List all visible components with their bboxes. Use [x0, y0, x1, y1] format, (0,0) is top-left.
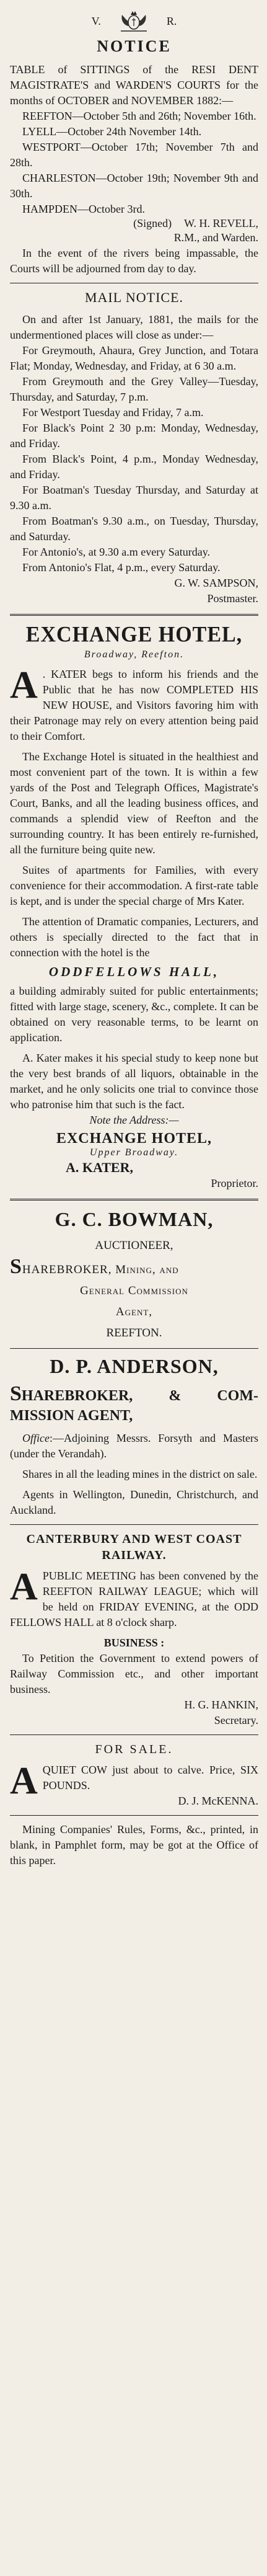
hotel-subtitle: Broadway, Reefton. [84, 649, 185, 660]
sitting-item-lyell: LYELL—October 24th November 14th. [22, 125, 202, 138]
hotel-para-3: Suites of apartments for Families, with every convenience for their accommodation. A first-rate table is kept, and is under the special charge of Mrs Kater. [10, 864, 258, 907]
sale-dropcap: A [10, 1760, 38, 1802]
bowman-line-5: REEFTON. [106, 1326, 162, 1339]
railway-heading: CANTERBURY AND WEST COAST RAILWAY. [26, 1532, 242, 1562]
notice-heading: NOTICE [97, 37, 172, 55]
divider [10, 614, 258, 616]
bowman-name: G. C. BOWMAN, [55, 1208, 214, 1230]
royal-crest [10, 9, 258, 33]
bowman-line-4: Agent, [115, 1305, 153, 1318]
hotel-title: EXCHANGE HOTEL, [25, 623, 243, 647]
railway-signed-name: H. G. HANKIN, [184, 1699, 258, 1711]
crest-left-letter: V. [91, 14, 101, 27]
divider [10, 1199, 258, 1201]
railway-dropcap: A [10, 1566, 38, 1608]
mail-item: For Greymouth, Ahaura, Grey Junction, and Totara Flat; Monday, Wednesday, and Friday, at 6 30 a.m. [10, 344, 258, 372]
divider [10, 1734, 258, 1735]
bowman-line-1: AUCTIONEER, [95, 1239, 173, 1252]
bowman-line-3: General Commission [80, 1284, 188, 1297]
proprietor [10, 1160, 258, 1176]
sitting-item-reefton: REEFTON—October 5th and 26th; November 16th. [22, 110, 256, 122]
railway-para-1: A PUBLIC MEETING has been convened by the REEFTON RAILWAY LEAGUE; which will be held on FRIDAY EVENING, at the ODD FELLOWS HALL at 8 o'clock sharp. [10, 1566, 258, 1628]
railway-signed-title: Secretary. [214, 1714, 258, 1726]
hotel-dropcap: A [10, 664, 38, 706]
proprietor-name: A. KATER, [66, 1160, 133, 1175]
mail-item: For Antonio's, at 9.30 a.m every Saturday. [22, 546, 211, 558]
sitting-item-westport: WESTPORT—October 17th; November 7th and 28th. [10, 141, 258, 169]
divider [10, 1348, 258, 1349]
sitting-item-charleston: CHARLESTON—October 19th; November 9th and 30th. [10, 172, 258, 200]
mail-item: For Black's Point 2 30 p.m: Monday, Wednesday, and Friday. [10, 422, 258, 450]
hall-heading: ODDFELLOWS HALL, [48, 964, 220, 979]
note-address: Note the Address:— [89, 1114, 179, 1126]
mail-item: From Black's Point, 4 p.m., Monday Wednesday, and Friday. [10, 453, 258, 481]
mail-signed-name: G. W. SAMPSON, [174, 577, 258, 589]
hotel-title-2: EXCHANGE HOTEL, [56, 1130, 212, 1147]
divider [10, 1524, 258, 1525]
mail-item: From Greymouth and the Grey Valley—Tuesday, Thursday, and Saturday, 7 p.m. [10, 375, 258, 403]
royal-arms-icon [112, 9, 155, 33]
mail-item: From Boatman's 9.30 a.m., on Tuesday, Thursday, and Saturday. [10, 515, 258, 543]
business-label: BUSINESS : [103, 1637, 165, 1649]
notice-signature [10, 217, 258, 230]
anderson-office: Office:—Adjoining Messrs. Forsyth and Masters (under the Verandah). [10, 1432, 258, 1460]
bowman-line-2: SHAREBROKER, Mining, and [10, 1255, 179, 1278]
notice-intro: TABLE of SITTINGS of the RESI DENT MAGISTRATE'S and WARDEN'S COURTS for the months of OCTOBER and NOVEMBER 1882:— [10, 63, 258, 107]
mail-signed-title: Postmaster. [207, 592, 258, 605]
sale-signed: D. J. McKENNA. [178, 1795, 258, 1807]
signed-label: (Signed) [133, 217, 172, 229]
pamphlet-notice: Mining Companies' Rules, Forms, &c., printed, in blank, in Pamphlet form, may be got at the Office of this paper. [10, 1823, 258, 1867]
anderson-line-1: SHAREBROKER, & COM- MISSION AGENT, [10, 1382, 258, 1424]
proprietor-label: Proprietor. [211, 1177, 258, 1189]
sale-heading: FOR SALE. [95, 1743, 173, 1756]
mail-heading: MAIL NOTICE. [84, 290, 184, 305]
hotel-para-5: a building admirably suited for public entertainments; fitted with large stage, scenery, &c., complete. It can be obtained on very reasonable terms, to be learnt on application. [10, 985, 258, 1044]
mail-item: For Boatman's Tuesday Thursday, and Saturday at 9.30 a.m. [10, 484, 258, 512]
notice-footer: In the event of the rivers being impassable, the Courts will be adjourned from day to day. [10, 247, 258, 275]
anderson-name: D. P. ANDERSON, [50, 1355, 219, 1377]
signed-title: R.M., and Warden. [173, 231, 258, 244]
hotel-para-6: A. Kater makes it his special study to keep none but the very best brands of all liquors, obtainable in the market, and he only solicits one trial to convince those who patronise him that such is the fact. [10, 1052, 258, 1111]
hotel-para-4: The attention of Dramatic companies, Lecturers, and others is specially directed to the fact that in connection with the hotel is the [10, 915, 258, 959]
hotel-para-1: A . KATER begs to inform his friends and the Public that he has now COMPLETED HIS NEW HOUSE, and Visitors favoring him with their Patronage may rely on every attention being paid to their Comfort. [10, 664, 258, 742]
hotel-subtitle-2: Upper Broadway. [89, 1147, 179, 1158]
business-text: To Petition the Government to extend powers of Railway Commission etc., and other important business. [10, 1652, 258, 1695]
mail-item: For Westport Tuesday and Friday, 7 a.m. [22, 406, 204, 419]
sale-text: A QUIET COW just about to calve. Price, SIX POUNDS. [10, 1760, 258, 1802]
signed-name: W. H. REVELL, [184, 217, 258, 229]
crest-right-letter: R. [166, 14, 177, 27]
anderson-shares: Shares in all the leading mines in the district on sale. [22, 1468, 258, 1480]
divider [10, 1815, 258, 1816]
anderson-agents: Agents in Wellington, Dunedin, Christchurch, and Auckland. [10, 1488, 258, 1516]
hotel-para-2: The Exchange Hotel is situated in the healthiest and most convenient part of the town. It is within a few yards of the Post and Telegraph Offices, Magistrate's Court, Banks, and all the leading business offices, and commands a splendid view of Reefton and the surrounding country. It has been entirely re-furnished, all the furniture being quite new. [10, 750, 258, 856]
sitting-item-hampden: HAMPDEN—October 3rd. [22, 203, 145, 215]
mail-intro: On and after 1st January, 1881, the mails for the undermentioned places will close as under:— [10, 313, 258, 341]
mail-item: From Antonio's Flat, 4 p.m., every Saturday. [22, 561, 221, 574]
